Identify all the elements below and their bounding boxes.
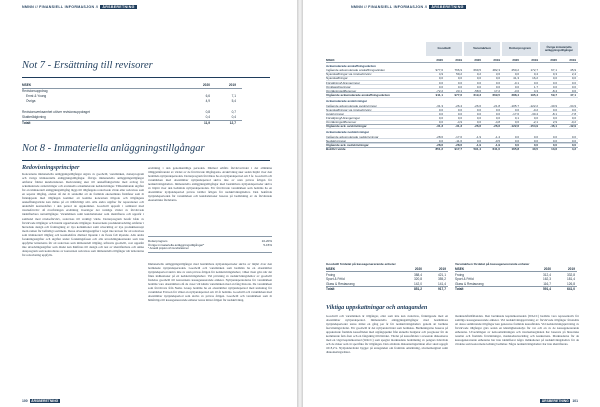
assumptions-paragraph-left: Goodwill och varumärken är tillgångar, eller som inte kan avskrivas, förknippade med en obestämbar nyttjandeperiod. Immateriella anläggningstillgångar med bestämbara nyttjandeperioder testas minst en gång per år för nedskrivningsbehov genom att beräkna återvinningsvärdet. För goodwill är det nyttjandevärdet som beräknas. Beräkningarna baseras på uppskattade framtida kassaflöden med utgångspunkt från aktuella budgetar och prognoser för de kommande fem åren och en långsiktig tillväxttakt. Värdet på kassaflöden i avseende diskonteras med en vägd kapitalkostnad (WACC) som speglar marknadens bedömning av pengars tidsvärde och de risker som är specifika för tillgången. Den använda diskonteringsräntan efter skatt uppgår till 8,2%. Nyttjandevärdet bygger på antaganden om framtida omsättning, rörelsemarginal samt diskonteringsräntor. <box>326 314 448 355</box>
table-cell: 0,0 <box>552 84 557 89</box>
table-year: 2020 <box>436 58 443 62</box>
table-row-label: Avskrivningar <box>326 111 344 116</box>
note8-divider <box>22 160 270 161</box>
table-cell: 0,0 <box>476 76 481 81</box>
table-cell: 0,0 <box>476 80 481 85</box>
table-row-label: Utgående ack. nedskrivningar <box>326 143 369 148</box>
table-cell: 0,0 <box>495 84 500 89</box>
table-year: 2020 <box>414 267 422 271</box>
table-cell: 0,0 <box>552 116 557 120</box>
table-cell: -30,4 <box>531 111 538 116</box>
note8-title: Not 8 - Immateriella anläggningstillgångar <box>22 143 205 154</box>
table-cell: 47,1 <box>570 93 576 97</box>
table-cell: 0,0 <box>514 72 519 77</box>
table-cell: 0,0 <box>533 80 538 85</box>
table-cell: 388,4 <box>414 272 422 277</box>
note7-title: Not 7 - Ersättning till revisorer <box>22 60 153 71</box>
table-row-label: Sport & Fritid <box>326 277 345 281</box>
table-year: 2019 <box>455 58 462 62</box>
table-total-label: Totalt <box>22 120 31 125</box>
table-cell: 16,2 <box>532 76 538 81</box>
table-cell: 312,4 <box>543 272 551 277</box>
table-row-label: Froing <box>326 272 336 277</box>
table-cell: 195,4 <box>530 93 538 97</box>
table-cell: 2,9 <box>552 120 557 125</box>
table-cell: -26,6 <box>493 124 500 129</box>
table-cell: 0,0 <box>438 107 443 112</box>
table-row-label: Försäljning/Utrangeringar <box>326 116 360 120</box>
table-cell: 0,7 <box>231 110 236 114</box>
table-cell: -1,9 <box>475 134 481 139</box>
table-cell: -4,8 <box>494 120 500 125</box>
table-cell: 116,7 <box>543 281 551 286</box>
table-cell: -17,0 <box>455 134 462 139</box>
table-cell: 0,0 <box>514 84 519 89</box>
table-year: 2019 <box>531 58 538 62</box>
table-year: 2019 <box>567 267 575 271</box>
table-cell: 669,5 <box>492 93 500 97</box>
table-cell: -31,3 <box>436 124 443 129</box>
table-row-label: Sport & Fritid <box>455 277 474 281</box>
table-cell: 482,3 <box>492 68 500 73</box>
table-cell: 0,0 <box>552 107 557 112</box>
table-cell: -26,6 <box>474 103 481 108</box>
table-cell: -26,6 <box>474 124 481 129</box>
table-cell: 0,0 <box>514 139 519 143</box>
table-cell: 320,8 <box>414 277 422 281</box>
table-row-label: Skatterådgivning <box>22 115 46 119</box>
table-cell: 0,0 <box>552 143 557 148</box>
table-cell: 0,0 <box>457 80 462 85</box>
table-cell: -40,9 <box>550 103 557 108</box>
table-cell: 0,0 <box>571 107 576 112</box>
table-cell: -34,9 <box>569 103 576 108</box>
table-cell: 67,1 <box>551 68 557 73</box>
note7-col-head: MSEK <box>22 83 32 87</box>
table-cell: 0,0 <box>476 139 481 143</box>
table-cell: 977,6 <box>435 68 443 73</box>
table-row-label: Utgående ack. avskrivningar <box>326 124 367 129</box>
table-cell: -2,1 <box>532 120 538 125</box>
table-cell: -42,9 <box>569 124 576 129</box>
table-cell: -122,2 <box>529 103 538 108</box>
table-row-label: Revisionsuppdrag <box>22 89 48 93</box>
table-total-label: Totalt <box>455 286 464 291</box>
table-cell: -122,6 <box>510 124 519 129</box>
table-cell: 0,0 <box>571 80 576 85</box>
table-cell: 6,6 <box>205 94 210 98</box>
table-cell: -7,8 <box>570 111 576 116</box>
table-cell: -72,2 <box>436 88 443 93</box>
table-cell: 11,9 <box>203 120 210 125</box>
table-cell: -8,1 <box>551 111 557 116</box>
table-cell: 13,6 <box>551 147 557 152</box>
table-cell: 0,0 <box>514 107 519 112</box>
table-cell: 0,0 <box>438 84 443 89</box>
table-cell: 0,0 <box>476 84 481 89</box>
table-cell: -28,6 <box>455 143 462 148</box>
table-cell: 0,6 <box>571 88 576 93</box>
goodwill-split-title: Goodwill fördelat på kassagenererande enheter <box>326 262 396 266</box>
table-cell: -26,4 <box>455 103 462 108</box>
table-cell: 250,2 <box>511 68 519 73</box>
table-cell: 0,8 <box>205 110 210 114</box>
table-cell: -17,6 <box>512 111 519 116</box>
table-cell: 3,6 <box>495 72 500 77</box>
table-cell: 0,0 <box>552 139 557 143</box>
table-cell: 0,0 <box>495 80 500 85</box>
table-cell: 40,5 <box>532 147 538 152</box>
col-group-header: Dotterprogram <box>502 42 538 56</box>
table-section-label: Ackumulerade nedskrivningar <box>326 130 370 135</box>
table-cell: 0,0 <box>514 134 519 139</box>
table-cell: 5,4 <box>231 99 236 103</box>
intangible-assets-table <box>326 42 578 192</box>
table-cell: 0,4 <box>231 115 236 119</box>
table-year: 2020 <box>550 58 557 62</box>
left-page <box>0 0 297 407</box>
table-cell: 591,4 <box>543 286 551 291</box>
right-page <box>303 0 600 407</box>
table-cell: 851,2 <box>435 147 443 152</box>
table-cell: 0,1 <box>514 116 519 120</box>
table-cell: 0,0 <box>495 111 500 116</box>
table-row-label: Utgående ackumulerade anskaffningsvärden <box>326 93 390 97</box>
brand-split-table <box>455 262 579 302</box>
table-row-label: Nyanskaffningar via rörelseförvärv <box>326 72 372 77</box>
table-row-label: Omklassificeringar <box>326 84 351 89</box>
table-cell: 59,7 <box>551 93 557 97</box>
col-group-header: Goodwill <box>426 42 462 56</box>
table-cell: 851,2 <box>414 286 422 291</box>
table-cell: -58,6 <box>474 88 481 93</box>
running-header-right: NMNN // FINANSIELL INFORMASJON // ÅRSBERETNING <box>351 5 464 9</box>
table-cell: 0,4 <box>533 72 538 77</box>
goodwill-split-table <box>326 262 450 302</box>
table-cell: 126,8 <box>567 281 575 286</box>
table-cell: 17,2 <box>494 88 500 93</box>
table-cell: -1,4 <box>494 134 500 139</box>
table-cell: 0,0 <box>533 143 538 148</box>
table-cell: 0,0 <box>476 120 481 125</box>
table-cell: -1,9 <box>475 143 481 148</box>
table-cell: -105,7 <box>510 103 519 108</box>
table-cell: 4,9 <box>205 99 210 103</box>
table-cell: 0,4 <box>205 115 210 119</box>
table-cell: 591,4 <box>473 147 481 152</box>
table-cell: 0,0 <box>457 76 462 81</box>
note7-divider <box>22 77 270 78</box>
page-number-left: 100 ÅRSBERETNING <box>22 399 59 403</box>
table-cell: 669,5 <box>473 68 481 73</box>
table-cell: 0,0 <box>571 134 576 139</box>
table-section-label: Ackumulerade anskaffningsvärden <box>326 63 376 68</box>
table-cell: -8,4 <box>551 88 557 93</box>
rate-row: Dotterprogram 10-20% <box>148 238 272 243</box>
table-cell: 911,1 <box>435 93 443 97</box>
table-cell: -0,2 <box>532 107 538 112</box>
table-row-label: Omräkningsdifferenser <box>326 88 357 93</box>
table-cell: -4,9 <box>456 120 462 125</box>
table-row-label: Ernst & Young <box>26 94 47 98</box>
table-total-label: Totalt <box>326 286 335 291</box>
table-cell: -31,3 <box>455 124 462 129</box>
table-row-label: Övriga <box>26 99 36 103</box>
table-section-label: Ackumulerade avskrivningar <box>326 98 368 103</box>
table-cell: 4,2 <box>571 147 576 152</box>
table-cell: 181,4 <box>567 277 575 281</box>
table-cell: 0,0 <box>457 107 462 112</box>
table-cell: 0,0 <box>514 143 519 148</box>
table-cell: 641,0 <box>492 147 500 152</box>
table-cell: 0,0 <box>495 116 500 120</box>
table-cell: 641,0 <box>567 286 575 291</box>
note7-year: 2019 <box>228 83 236 87</box>
page-number-right: ÅRSBERETNING 101 <box>541 399 578 403</box>
table-cell: -28,6 <box>436 134 443 139</box>
table-cell: 0,0 <box>457 116 462 120</box>
table-cell: -21,8 <box>493 103 500 108</box>
table-cell: 0,0 <box>438 116 443 120</box>
table-cell: -46,1 <box>550 124 557 129</box>
table-cell: 0,0 <box>571 139 576 143</box>
note7-year: 2020 <box>202 83 210 87</box>
table-cell: 2,4 <box>571 72 576 77</box>
table-cell: 59,2 <box>456 72 462 77</box>
table-cell: 766,9 <box>454 68 462 73</box>
table-cell: 0,6 <box>514 120 519 125</box>
table-row-label: Bokfört värde <box>326 147 346 152</box>
table-cell: 977,6 <box>454 93 462 97</box>
table-cell: 619,3 <box>473 93 481 97</box>
table-cell: 0,0 <box>438 120 443 125</box>
table-row-label: Omräkningsdifferenser <box>326 120 357 125</box>
table-cell: 421,1 <box>438 272 446 277</box>
note8-subheading: Redovisningsprinciper <box>22 164 80 171</box>
table-cell: 288,4 <box>511 93 519 97</box>
table-year: 2019 <box>438 267 446 271</box>
table-cell: 0,0 <box>571 116 576 120</box>
running-header-left: NMNN // FINANSIELL INFORMASJON // ÅRSBERETNING <box>22 5 135 9</box>
table-row-label: Ingående ackumulerade anskaffningsvärden <box>326 68 385 73</box>
table-cell: 0,0 <box>457 84 462 89</box>
table-cell: -3,0 <box>513 88 519 93</box>
table-cell: 0,0 <box>571 143 576 148</box>
table-cell: 162,3 <box>543 277 551 281</box>
table-cell: 0,0 <box>476 111 481 116</box>
table-cell: 4,9 <box>438 72 443 77</box>
table-row-label: Försäljning/Utrangeringar <box>326 80 360 85</box>
rate-row: Övriga immateriella anläggningstillgångar* 5-15% <box>148 242 272 247</box>
table-cell: 0,0 <box>571 84 576 89</box>
table-cell: 45,9 <box>570 68 576 73</box>
table-cell: 0,0 <box>533 139 538 143</box>
table-cell: 0,0 <box>457 111 462 116</box>
table-col-head: MSEK <box>455 267 465 271</box>
table-year: 2020 <box>543 267 551 271</box>
table-cell: 0,0 <box>438 76 443 81</box>
table-cell: 0,0 <box>552 134 557 139</box>
table-year: 2020 <box>474 58 481 62</box>
table-cell: 0,0 <box>533 116 538 120</box>
table-cell: 0,2 <box>476 72 481 77</box>
header-tag: ÅRSBERETNING <box>431 5 464 9</box>
table-cell: -1,9 <box>494 143 500 148</box>
table-cell: 4,3 <box>533 88 538 93</box>
note8-paragraph-mid: ersättning i den genomsnittliga perioden. Därmed erhålls förvärvsvärdet i det allmänna tilläggsinförandet av värdet av de förvärvade tillgångarna. Avskrivning sker sedan linjärt över den bedömda nyttjandeperioden. Dotterprogram förväntas ha en nyttjandeperiod om 3 år. Goodwill och varumärken med obestämbar nyttjandeperiod skrivs inte av utan prövas årligen för nedskrivningsbehov. Immateriella anläggningstillgångar med bestämbara nyttjandeperioder skrivs av linjärt över den bedömda nyttjandeperioden. För förvärvade varumärken som bedöms ha en obestämbar nyttjandeperiod prövas istället årligen för nedskrivningsbehov. Den bokförda nyttjandeperioden för varumärken och kundrelationer baseras på bedömning av de förväntade ekonomiska fördelarna. <box>148 166 272 203</box>
table-cell: 0,0 <box>533 134 538 139</box>
table-cell: 142,0 <box>414 281 422 286</box>
table-cell: 332,8 <box>567 272 575 277</box>
table-cell: 917,7 <box>454 147 462 152</box>
table-cell: 12,7 <box>229 120 236 125</box>
table-cell: -0,2 <box>570 120 576 125</box>
table-cell: 0,0 <box>495 107 500 112</box>
brand-split-title: Varumärken fördelat på kassagenererande enheter <box>455 262 530 266</box>
header-tag: ÅRSBERETNING <box>102 5 135 9</box>
table-cell: 0,0 <box>552 80 557 85</box>
assumptions-title: Viktiga uppskattningar och antaganden <box>326 304 428 311</box>
table-row-label: Ingående ackumulerade avskrivningar <box>326 103 377 108</box>
table-year: 2020 <box>512 58 519 62</box>
table-row-label: Glass & Restaurang <box>455 281 484 286</box>
table-cell: 7,1 <box>231 94 236 98</box>
table-row-label: Froing <box>455 272 465 277</box>
table-cell: -11,6 <box>455 139 462 143</box>
table-cell: 0,0 <box>438 80 443 85</box>
table-cell: 0,3 <box>552 72 557 77</box>
table-cell: 0,0 <box>571 76 576 81</box>
table-cell: 41,3 <box>513 76 519 81</box>
table-cell: -154,9 <box>529 124 538 129</box>
table-cell: 141,4 <box>438 281 446 286</box>
table-cell: 0,0 <box>476 116 481 120</box>
table-col-head: MSEK <box>326 58 335 62</box>
table-cell: -0,1 <box>513 80 519 85</box>
table-cell: 23,1 <box>456 88 462 93</box>
table-cell: 0,0 <box>438 111 443 116</box>
table-year: 2019 <box>493 58 500 62</box>
col-group-header: Varumärken <box>464 42 500 56</box>
table-cell: -28,6 <box>436 143 443 148</box>
table-year: 2019 <box>569 58 576 62</box>
table-cell: 0,0 <box>552 76 557 81</box>
table-cell: 1,7 <box>533 84 538 89</box>
table-row-label: Glass & Restaurang <box>326 281 355 286</box>
table-col-head: MSEK <box>326 267 336 271</box>
note7-table <box>22 83 270 133</box>
table-cell: 172,7 <box>530 68 538 73</box>
table-cell: -0,5 <box>494 139 500 143</box>
note8-paragraph-mid2: Immateriella anläggningstillgångar med bestämbara nyttjandeperioder skrivs av linjärt över den beräknade nyttjandeperioden. Goodwill och varumärken som bedömts ha en obestämbar nyttjandeperiod skrivs inte av utan prövas årligen för nedskrivningsbehov, vilket även görs när det finns indikationer på ett nedskrivningsbehov. Vid prövning av nedskrivningsbehov av goodwill fördelas goodwill till koncernens kassagenererande enheter. Nyttjandeperioderna för varumärken bedöms vara obestämbara då de avser väl kända varumärken med en lång historia. De varumärken som förvärvats från Nemo Group bedöms ha en obestämbar nyttjandeperiod med undantag för varumärket Ericson för vilket en nyttjandeperiod om 10 år bedöms. Goodwill och varumärken med obestämbar nyttjandeperiod som skrivs av prövas årligen. Goodwill och varumärken som är hänförliga till kassagenererande enheter testas minst årligen för nedskrivning. <box>148 262 272 303</box>
table-row-label: Nyanskaffningar <box>326 76 348 81</box>
table-row-label: Nedskrivningar <box>326 139 347 143</box>
note8-paragraph-left: Koncernens immateriella anläggningstillgångar utgörs av goodwill, varumärken, dotterprogram och övriga immateriella anläggningstillgångar. Övriga immateriella anläggningstillgångar omfattar främst kundrelationer. Redovisning sker till anskaffningsvärde med avdrag för ackumulerade avskrivningar och eventuella ackumulerade nedskrivningar. Tillkommande utgifter för en immateriell anläggningstillgång läggs till tillgångens redovisade värde eller redovisas som en separat tillgång, endast då det är sannolikt att de framtida ekonomiska förmåner som är förknippade med tillgången kommer att komma koncernen tillgodo och tillgångens anskaffningsvärde kan mätas på ett tillförlitligt sätt. Alla andra utgifter för reparationer och underhåll kostnadsförs i den period de uppkommer. Goodwill uppstår i samband med rörelseförvärv då överföringen ersättning överstiger det verkliga värdet av förvärvade identifierbara nettotillgångar. Varumärken samt kundrelationer som identifieras och uppstår i samband med rörelseförvärv, redovisas till verkligt värde. Dotterprogram består både av förvärvade tillgångar och internt upparbetade tillgångar. Koncernens produktutveckling omfattar i huvudsak design och framtagning av nya kollektioner samt utveckling av nya produktkoncept inom ramen för befintligt sortiment. Dessa utvecklingsutgifter i regel inte kraven för att redovisas som immateriell tillgång och kostnadsförs därmed löpande i de flesta fall löpande. Alla andra forskningsutgifter och utgifter under forskningsfasen och alla utvecklingskostnader som inte uppfyller kriterierna för att redovisas som immateriell tillgång, utföratts goodwill, cost uppstått inte utvecklingsutgifter som direkt kan hänföras till design och test av identifierbara och unika dataprogram som kontrolleras av koncernen redovisas som immateriella tillgångar när kriterierna för redovisning uppfylls. <box>22 172 144 257</box>
assumptions-paragraph-right: marknadsförhållanden. Den beräknade kapitalkostnaden (WACC) bedöms vara representativ för samtliga kassagenererande enheter. Vid nedskrivningsprövning av förvärvade tillgångar förutsätts att dessa samhörande tillgångar kan genereras framtida kassaflöden. Vid nedskrivningsprövning av förvärvade tillgångar görs sedan en känslighetsanalys för var och en av de kassagenererande enheterna. Utvecklingen av nettoomsättningen och rörelsemarginalen har baserats på historiska resultat och framtida förväntningar, marknadsutveckling och konkurrens. Marknaderna för de kassagenererande enheterna har inte identifierat några indikationer på nedskrivningsbehov för de värdena som koncernens ledning bedömer. Några nedskrivningsbehov har inte identifierats. <box>455 314 579 347</box>
depreciation-rates-box <box>148 236 272 253</box>
table-cell: 0,0 <box>476 107 481 112</box>
table-cell: 0,0 <box>495 76 500 81</box>
table-row-label: Ingående ackumulerade nedskrivningar <box>326 134 379 139</box>
table-cell: 0,0 <box>438 139 443 143</box>
table-row-label: Revisionsverksamhet utöver revisionsuppdraget <box>22 110 90 114</box>
table-cell: 917,7 <box>438 286 446 291</box>
table-row-label: Nyanskaffningar via rörelseförvärv <box>326 107 372 112</box>
table-cell: 165,8 <box>511 147 519 152</box>
col-group-header: Övriga immateriella anläggningstillgångar <box>540 42 578 56</box>
table-cell: -31,3 <box>436 103 443 108</box>
table-cell: 355,2 <box>438 277 446 281</box>
rate-footnote: * Avsedd projekt och kundrelationer <box>148 246 189 250</box>
